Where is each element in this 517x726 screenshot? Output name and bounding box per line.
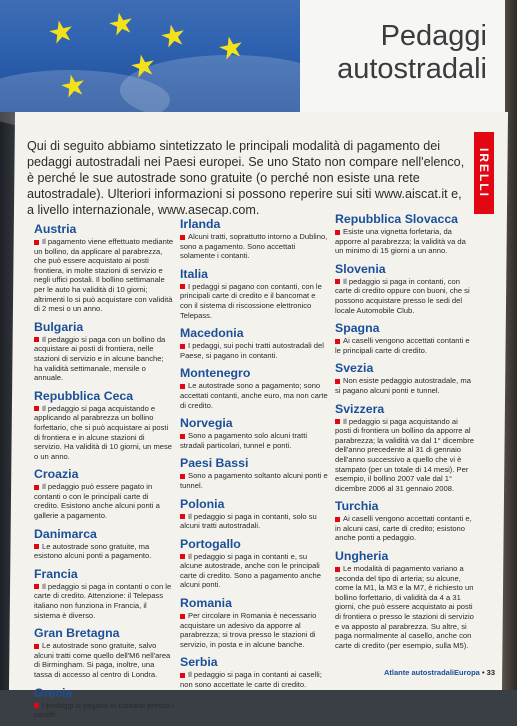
country-description-text: I pedaggi si pagano in contanti presso i caselli. bbox=[34, 700, 174, 720]
country-description bbox=[180, 552, 328, 590]
country-entry bbox=[335, 549, 475, 650]
country-entry bbox=[180, 655, 328, 689]
country-entry bbox=[34, 686, 174, 720]
bullet-square-icon bbox=[180, 384, 185, 389]
country-description-text: Il pedaggio si paga in contanti o con le carte di credito. Attenzione: il Telepass italiano non funziona in Francia, il sistema è diverso. bbox=[34, 581, 172, 620]
intro-paragraph: Qui di seguito abbiamo sintetizzato le principali modalità di pagamento dei pedaggi autostradali nei Paesi europei. Se uno Stato non compare nell'elenco, è perché le sue autostrade sono gratuite (o perché non esiste una rete autostradale). Ulteriori informazioni si possono reperire sui siti www.aiscat.it e, a livello internazionale, www.asecap.com. bbox=[27, 139, 465, 217]
country-entry bbox=[34, 467, 174, 520]
country-description bbox=[34, 701, 174, 720]
country-name: Grecia bbox=[34, 685, 73, 700]
country-description-text: Non esiste pedaggio autostradale, ma si pagano alcuni ponti e tunnel. bbox=[335, 376, 471, 395]
country-description-text: Sono a pagamento solo alcuni tratti stradali particolari, tunnel e ponti. bbox=[180, 431, 308, 450]
country-name: Danimarca bbox=[34, 526, 97, 541]
country-description-text: Le autostrade sono gratuite, ma esistono alcuni ponti a pagamento. bbox=[34, 541, 152, 561]
star-icon: ★ bbox=[214, 28, 249, 69]
title-line-2: autostradali bbox=[337, 53, 487, 85]
bullet-square-icon bbox=[180, 344, 185, 349]
bullet-square-icon bbox=[335, 517, 340, 522]
country-entry bbox=[180, 456, 328, 490]
country-name: Turchia bbox=[335, 499, 379, 514]
column-1 bbox=[34, 222, 174, 726]
bullet-square-icon bbox=[34, 544, 39, 549]
country-entry bbox=[180, 416, 328, 450]
country-description-text: Sono a pagamento soltanto alcuni ponti e tunnel. bbox=[180, 471, 328, 490]
country-description bbox=[180, 670, 328, 689]
bullet-square-icon bbox=[180, 514, 185, 519]
country-name: Ungheria bbox=[335, 549, 389, 564]
column-3 bbox=[335, 212, 475, 656]
country-description-text: Esiste una vignetta forfetaria, da apporre al parabrezza; la validità va da un minimo di 15 giorni a un anno. bbox=[335, 227, 466, 256]
country-entry bbox=[34, 567, 174, 620]
country-description-text: Alcuni tratti, soprattutto intorno a Dublino, sono a pagamento. Sono accettati solamente i contanti. bbox=[180, 232, 328, 261]
country-name: Svezia bbox=[335, 361, 374, 376]
country-description bbox=[34, 542, 174, 561]
country-entry bbox=[180, 537, 328, 590]
brand-logo bbox=[474, 132, 494, 214]
country-name: Repubblica Slovacca bbox=[335, 212, 459, 226]
country-description-text: Ai caselli vengono accettati contanti e le principali carte di credito. bbox=[335, 336, 470, 355]
country-description-text: Il pedaggio può essere pagato in contanti o con le principali carte di credito. Esistono anche alcuni ponti a gallerie a pagamento. bbox=[34, 482, 160, 521]
country-name: Slovenia bbox=[335, 261, 386, 276]
bullet-square-icon bbox=[335, 567, 340, 572]
country-description-text: Ai caselli vengono accettati contanti e, in alcuni casi, carte di credito; esistono anche ponti a pedaggio. bbox=[335, 514, 472, 543]
country-description bbox=[180, 341, 328, 360]
country-description bbox=[180, 611, 328, 649]
country-description-text: Il pedaggio si paga in contanti ai caselli; non sono accettate le carte di credito. bbox=[180, 670, 322, 690]
country-description-text: Il pedaggio si paga in contanti e, su alcune autostrade, anche con le principali carte di credito. Sono a pagamento anche alcuni ponti. bbox=[180, 551, 321, 590]
country-description bbox=[180, 232, 328, 261]
bullet-square-icon bbox=[180, 474, 185, 479]
country-name: Croazia bbox=[34, 467, 79, 482]
country-description-text: Le autostrade sono a pagamento; sono accettati contanti, anche euro, ma non carte di credito. bbox=[180, 381, 328, 410]
bullet-square-icon bbox=[180, 614, 185, 619]
bullet-square-icon bbox=[335, 230, 340, 235]
header-banner bbox=[0, 0, 505, 112]
country-description bbox=[335, 514, 475, 543]
star-icon: ★ bbox=[104, 4, 139, 45]
page-title bbox=[337, 20, 487, 86]
country-entry bbox=[34, 626, 174, 679]
publication-name: Atlante autostradaliEuropa bbox=[383, 668, 480, 677]
country-description bbox=[34, 582, 174, 620]
country-description-text: Le autostrade sono gratuite, salvo alcuni tratti come quello dell'M6 nell'area di Birmingham. Si paga, inoltre, una tassa di accesso al centro di Londra. bbox=[34, 641, 171, 679]
country-name: Francia bbox=[34, 566, 78, 581]
country-entry bbox=[180, 366, 328, 410]
country-name: Irlanda bbox=[180, 217, 221, 231]
country-entry bbox=[335, 402, 475, 494]
bullet-square-icon bbox=[34, 240, 39, 245]
country-description bbox=[180, 282, 328, 320]
brand-text: IRELLI bbox=[477, 148, 491, 198]
country-name: Macedonia bbox=[180, 326, 244, 341]
country-entry bbox=[180, 497, 328, 531]
country-name: Portogallo bbox=[180, 536, 241, 551]
country-description-text: Il pedaggio si paga in contanti, solo su alcuni tratti autostradali. bbox=[180, 511, 317, 531]
country-entry bbox=[335, 321, 475, 355]
star-icon: ★ bbox=[156, 16, 191, 57]
star-icon: ★ bbox=[44, 12, 79, 53]
star-icon: ★ bbox=[126, 46, 161, 87]
bullet-square-icon bbox=[180, 235, 185, 240]
country-name: Norvegia bbox=[180, 416, 233, 431]
country-name: Polonia bbox=[180, 496, 225, 511]
title-box bbox=[300, 0, 505, 112]
country-description bbox=[34, 335, 174, 383]
bullet-square-icon bbox=[34, 337, 39, 342]
bullet-square-icon bbox=[180, 434, 185, 439]
country-description bbox=[335, 376, 475, 395]
country-description-text: Per circolare in Romania è necessario acquistare un adesivo da apporre al parabrezza; si trova presso le stazioni di servizio, in posta e in alcune banche. bbox=[180, 611, 317, 649]
country-name: Gran Bretagna bbox=[34, 626, 120, 641]
bullet-square-icon bbox=[180, 673, 185, 678]
country-description bbox=[335, 277, 475, 315]
country-name: Paesi Bassi bbox=[180, 456, 249, 471]
country-description bbox=[180, 381, 328, 410]
country-entry bbox=[180, 596, 328, 649]
bullet-square-icon bbox=[335, 279, 340, 284]
country-description bbox=[180, 512, 328, 531]
country-description bbox=[34, 404, 174, 462]
country-description bbox=[180, 471, 328, 490]
country-name: Spagna bbox=[335, 321, 380, 336]
title-line-1: Pedaggi bbox=[380, 20, 487, 52]
country-entry bbox=[335, 361, 475, 395]
country-description-text: Il pedaggio si paga in contanti, con carte di credito oppure con buoni, che si possono acquistare presso le sedi del locale Automobile Club. bbox=[335, 276, 470, 315]
country-description-text: Le modalità di pagamento variano a seconda del tipo di arteria; su alcune, come la M1, la M3 e la M7, è richiesto un bollino forfettario, di validità da 4 a 31 giorni, che può essere acquistato ai posti di frontiera o presso le stazioni di servizio e va apposto al parabrezza. Su altre, si paga normalmente al casello, anche con carte di credito (per esempio, sulla M5). bbox=[335, 564, 474, 650]
country-entry bbox=[180, 267, 328, 320]
country-name: Austria bbox=[34, 222, 77, 236]
country-entry bbox=[335, 212, 475, 256]
bullet-square-icon bbox=[34, 485, 39, 490]
country-description bbox=[180, 431, 328, 450]
country-name: Montenegro bbox=[180, 366, 251, 381]
country-description bbox=[335, 227, 475, 256]
country-entry bbox=[335, 262, 475, 315]
country-entry bbox=[180, 326, 328, 360]
country-description bbox=[34, 641, 174, 679]
country-name: Repubblica Ceca bbox=[34, 388, 134, 403]
country-name: Italia bbox=[180, 266, 209, 281]
page-number: • 33 bbox=[481, 668, 495, 677]
country-entry bbox=[34, 527, 174, 561]
country-entry bbox=[34, 222, 174, 314]
country-description-text: I pedaggi si pagano con contanti, con le principali carte di credito e il bancomat e con il sistema di riscossione elettronico Telepass. bbox=[180, 281, 322, 320]
bullet-square-icon bbox=[335, 339, 340, 344]
bullet-square-icon bbox=[34, 406, 39, 411]
country-description-text: Il pagamento viene effettuato mediante un bollino, da applicare al parabrezza, che può essere acquistato ai posti frontiera, in molte stazioni di servizio e negli uffici postali. Il bollino settimanale per le auto ha validità di 10 giorni; altrimenti lo si può acquistare con validità di 2 mesi o un anno. bbox=[34, 237, 174, 314]
country-description bbox=[335, 336, 475, 355]
country-description-text: Il pedaggio si paga acquistando e applicando al parabrezza un bollino forfettario, che si può acquistare ai posti di frontiera e in alcune stazioni di servizio. Ha validità di 10 giorni, un mese o un anno. bbox=[34, 403, 173, 461]
star-icon: ★ bbox=[56, 66, 91, 107]
country-description bbox=[34, 237, 174, 314]
bullet-square-icon bbox=[335, 379, 340, 384]
country-entry bbox=[180, 217, 328, 261]
column-2 bbox=[180, 217, 328, 696]
country-description-text: Il pedaggio si paga acquistando ai posti di frontiera un bollino da apporre al parabrezza; la validità va dal 1° dicembre dell'anno precedente al 31 di gennaio dell'anno successivo a quello che vi è stampato (per un totale di 14 mesi). Per esempio, il bollino 2007 vale dal 1° dicembre 2006 al 31 gennaio 2008. bbox=[335, 416, 474, 493]
country-description-text: Il pedaggio si paga con un bollino da acquistare ai posti di frontiera, nelle stazioni di servizio e in alcune banche; ha validità settimanale, mensile o annuale. bbox=[34, 334, 166, 383]
bullet-square-icon bbox=[180, 284, 185, 289]
country-description bbox=[34, 482, 174, 520]
country-description bbox=[335, 417, 475, 494]
bullet-square-icon bbox=[34, 644, 39, 649]
country-name: Romania bbox=[180, 596, 232, 611]
page-footer bbox=[384, 668, 495, 677]
bullet-square-icon bbox=[180, 554, 185, 559]
bullet-square-icon bbox=[34, 703, 39, 708]
country-entry bbox=[34, 320, 174, 383]
country-name: Bulgaria bbox=[34, 319, 84, 334]
bullet-square-icon bbox=[335, 419, 340, 424]
country-description bbox=[335, 564, 475, 650]
country-name: Svizzera bbox=[335, 401, 385, 416]
bullet-square-icon bbox=[34, 584, 39, 589]
country-description-text: I pedaggi, sui pochi tratti autostradali del Paese, si pagano in contanti. bbox=[180, 341, 324, 360]
country-entry bbox=[34, 389, 174, 462]
country-name: Serbia bbox=[180, 655, 218, 670]
country-entry bbox=[335, 499, 475, 543]
